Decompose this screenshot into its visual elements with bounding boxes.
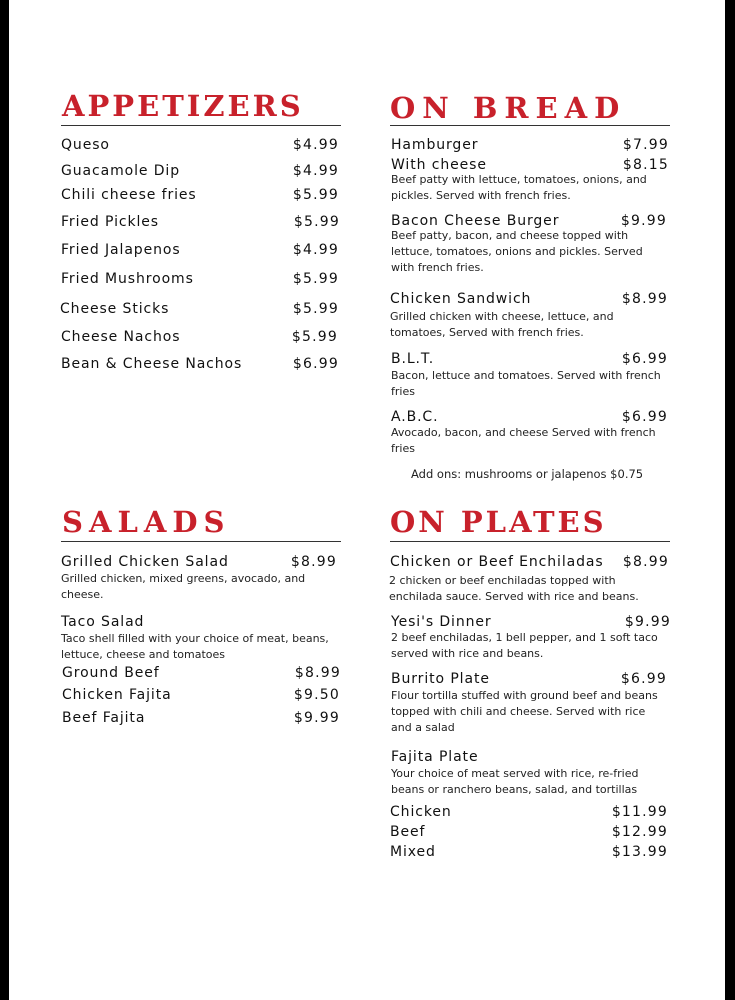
item-description: Grilled chicken with cheese, lettuce, and tomatoes, Served with french fries. [390,310,614,339]
item-name: Beef [390,824,426,840]
menu-item [61,554,337,571]
menu-item [391,671,667,688]
menu-item [61,271,339,288]
item-price: $11.99 [611,804,668,820]
item-name: Mixed [390,844,436,860]
menu-item [61,214,340,231]
item-price: $4.99 [292,137,339,153]
on-bread-divider [390,125,670,126]
item-name: Chili cheese fries [61,187,197,203]
item-name: Bean & Cheese Nachos [61,356,243,372]
item-description: Beef patty, bacon, and cheese topped with lettuce, tomatoes, onions and pickles. Served with french fries. [391,229,643,274]
item-name: Grilled Chicken Salad [61,554,229,570]
item-price: $5.99 [291,329,338,345]
menu-item [61,163,339,180]
item-price: $13.99 [611,844,668,860]
item-name: Burrito Plate [391,671,490,687]
on-bread-heading: ON BREAD [390,91,627,125]
menu-item [61,614,337,631]
item-name: Cheese Nachos [61,329,181,345]
menu-item [62,710,340,727]
salads-heading: SALADS [62,505,231,539]
item-price: $4.99 [292,163,339,179]
item-price: $5.99 [293,214,340,230]
item-price: $9.99 [293,710,340,726]
menu-item [61,187,339,204]
menu-item [60,301,339,318]
item-name: Fajita Plate [391,749,479,765]
menu-item [391,137,669,154]
item-price: $9.99 [624,614,671,630]
item-description: Flour tortilla stuffed with ground beef and beans topped with chili and cheese. Served with rice and a salad [391,689,658,734]
item-price: $5.99 [292,301,339,317]
item-name: Fried Jalapenos [61,242,181,258]
item-name: Chicken Fajita [62,687,172,703]
item-name: Yesi's Dinner [391,614,492,630]
item-description: Your choice of meat served with rice, re-fried beans or ranchero beans, salad, and tortillas [391,767,639,796]
item-name: Bacon Cheese Burger [391,213,560,229]
item-description: Taco shell filled with your choice of meat, beans, lettuce, cheese and tomatoes [61,632,329,661]
item-name: Fried Pickles [61,214,159,230]
item-name: Queso [61,137,110,153]
menu-item [61,242,339,259]
item-price: $12.99 [611,824,668,840]
salads-divider [61,541,341,542]
menu-item [391,351,668,368]
item-price: $9.50 [293,687,340,703]
item-name: Fried Mushrooms [61,271,194,287]
item-name: Hamburger [391,137,479,153]
item-price: $8.99 [294,665,341,681]
item-name: Taco Salad [61,614,145,630]
appetizers-divider [61,125,341,126]
item-price: $8.99 [621,291,668,307]
menu-item [61,356,339,373]
on-plates-heading: ON PLATES [390,505,607,539]
item-description: Bacon, lettuce and tomatoes. Served with french fries [391,369,661,398]
item-price: $4.99 [292,242,339,258]
menu-item [391,749,669,766]
item-description: Avocado, bacon, and cheese Served with french fries [391,426,656,455]
menu-item [390,804,668,821]
item-price: $7.99 [622,137,669,153]
addons-note: Add ons: mushrooms or jalapenos $0.75 [411,467,644,481]
menu-item [391,614,671,631]
item-price: $6.99 [292,356,339,372]
item-price: $6.99 [621,409,668,425]
item-name: Chicken Sandwich [390,291,532,307]
item-description: 2 beef enchiladas, 1 bell pepper, and 1 soft taco served with rice and beans. [391,631,658,660]
menu-item [390,824,668,841]
menu-item [391,409,668,426]
menu-item [390,844,668,861]
item-name: A.B.C. [391,409,439,425]
item-name: Chicken or Beef Enchiladas [390,554,604,570]
menu-item [61,329,338,346]
menu-item [390,291,668,308]
item-name: B.L.T. [391,351,435,367]
item-name: Cheese Sticks [60,301,170,317]
item-description: Beef patty with lettuce, tomatoes, onions, and pickles. Served with french fries. [391,173,647,202]
item-name: With cheese [391,157,487,173]
item-description: 2 chicken or beef enchiladas topped with enchilada sauce. Served with rice and beans. [389,574,639,603]
menu-item [62,687,340,704]
item-name: Ground Beef [62,665,160,681]
item-price: $5.99 [292,271,339,287]
item-name: Guacamole Dip [61,163,180,179]
on-plates-divider [390,541,670,542]
appetizers-heading: APPETIZERS [62,89,304,123]
item-price: $6.99 [621,351,668,367]
item-name: Beef Fajita [62,710,146,726]
item-price: $8.99 [290,554,337,570]
item-description: Grilled chicken, mixed greens, avocado, and cheese. [61,572,306,601]
item-price: $8.99 [622,554,669,570]
item-price: $8.15 [622,157,669,173]
item-price: $6.99 [620,671,667,687]
item-price: $5.99 [292,187,339,203]
menu-item [61,137,339,154]
menu-page [9,0,725,1000]
item-price: $9.99 [620,213,667,229]
menu-item [62,665,341,682]
item-name: Chicken [390,804,452,820]
menu-item [390,554,669,571]
